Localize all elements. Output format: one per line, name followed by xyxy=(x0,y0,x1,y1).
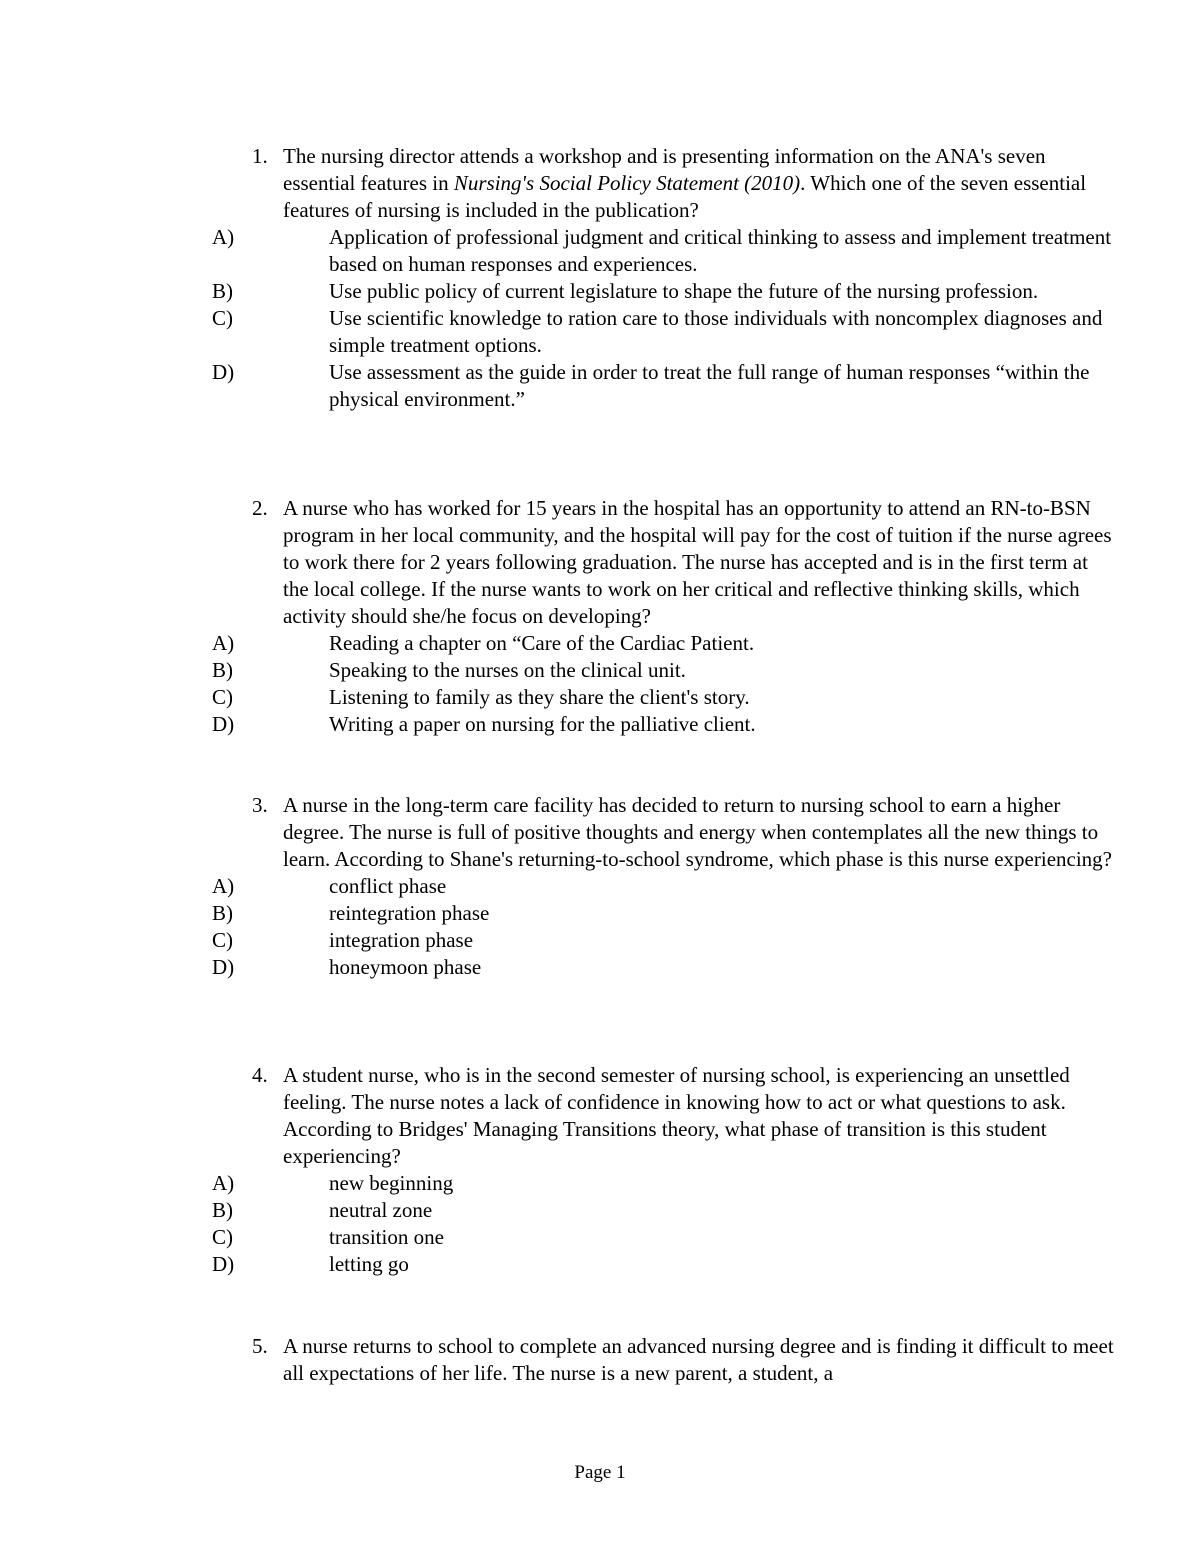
question-number: 5. xyxy=(252,1334,268,1358)
answer-choice-a xyxy=(0,630,1200,657)
answer-choice-a xyxy=(0,1170,1200,1197)
choice-label: D) xyxy=(212,955,235,979)
choice-label: A) xyxy=(212,1171,235,1195)
choice-text: Use scientific knowledge to ration care to those individuals with noncomplex diagnoses and simple treatment options. xyxy=(329,306,1103,357)
choice-label: A) xyxy=(212,225,235,249)
answer-choice-d xyxy=(0,954,1200,981)
choice-label: B) xyxy=(212,279,233,303)
question-stem-row xyxy=(0,1333,1200,1387)
choice-text: reintegration phase xyxy=(329,901,490,925)
question-4 xyxy=(0,1062,1200,1278)
question-stem-row xyxy=(0,1062,1200,1170)
choice-text: neutral zone xyxy=(329,1198,433,1222)
choice-label: D) xyxy=(212,1252,235,1276)
question-number: 3. xyxy=(252,793,268,817)
answer-choice-d xyxy=(0,1251,1200,1278)
question-stem: A nurse who has worked for 15 years in the hospital has an opportunity to attend an RN-to-BSN program in her local community, and the hospital will pay for the cost of tuition if the nurse agrees to work there for 2 years following graduation. The nurse has accepted and is in the first term at the local college. If the nurse wants to work on her critical and reflective thinking skills, which activity should she/he focus on developing? xyxy=(283,496,1112,628)
page-number: Page 1 xyxy=(574,1462,626,1483)
answer-choice-b xyxy=(0,1197,1200,1224)
choice-text: Listening to family as they share the client's story. xyxy=(329,685,750,709)
question-stem: A student nurse, who is in the second semester of nursing school, is experiencing an unsettled feeling. The nurse notes a lack of confidence in knowing how to act or what questions to ask. According to Bridges' Managing Transitions theory, what phase of transition is this student experiencing? xyxy=(283,1063,1070,1168)
choice-text: Use public policy of current legislature to shape the future of the nursing profession. xyxy=(329,279,1039,303)
question-2 xyxy=(0,495,1200,738)
choice-label: B) xyxy=(212,1198,233,1222)
question-number: 1. xyxy=(252,144,268,168)
choice-label: A) xyxy=(212,631,235,655)
choice-text: Speaking to the nurses on the clinical unit. xyxy=(329,658,686,682)
publication-title: Nursing's Social Policy Statement (2010) xyxy=(453,171,801,195)
choice-text: new beginning xyxy=(329,1171,454,1195)
answer-choice-a xyxy=(0,873,1200,900)
choice-label: D) xyxy=(212,360,235,384)
choice-label: C) xyxy=(212,928,233,952)
question-stem-row xyxy=(0,495,1200,630)
question-1 xyxy=(0,143,1200,413)
choice-text: transition one xyxy=(329,1225,444,1249)
question-number: 4. xyxy=(252,1063,268,1087)
answer-choice-a xyxy=(0,224,1200,278)
choice-text: letting go xyxy=(329,1252,409,1276)
choice-label: D) xyxy=(212,712,235,736)
choice-label: A) xyxy=(212,874,235,898)
question-stem-row xyxy=(0,792,1200,873)
choice-text: Reading a chapter on “Care of the Cardiac Patient. xyxy=(329,631,755,655)
answer-choice-d xyxy=(0,359,1200,413)
answer-choice-c xyxy=(0,1224,1200,1251)
choice-text: Use assessment as the guide in order to treat the full range of human responses “within the physical environment.” xyxy=(329,360,1090,411)
choice-label: C) xyxy=(212,685,233,709)
answer-choice-c xyxy=(0,927,1200,954)
question-5 xyxy=(0,1333,1200,1387)
question-stem: A nurse returns to school to complete an advanced nursing degree and is finding it difficult to meet all expectations of her life. The nurse is a new parent, a student, a xyxy=(283,1334,1114,1385)
answer-choice-c xyxy=(0,684,1200,711)
stem-text: . Which one of the seven essential features of nursing is included in the publication? xyxy=(283,171,1087,222)
page-footer xyxy=(0,1459,1200,1486)
choice-label: B) xyxy=(212,901,233,925)
question-3 xyxy=(0,792,1200,981)
choice-text: Application of professional judgment and critical thinking to assess and implement treatment based on human responses and experiences. xyxy=(329,225,1112,276)
choice-text: Writing a paper on nursing for the palliative client. xyxy=(329,712,756,736)
choice-text: honeymoon phase xyxy=(329,955,482,979)
answer-choice-d xyxy=(0,711,1200,738)
choice-label: C) xyxy=(212,1225,233,1249)
choice-text: conflict phase xyxy=(329,874,447,898)
choice-label: B) xyxy=(212,658,233,682)
question-number: 2. xyxy=(252,496,268,520)
question-stem: A nurse in the long-term care facility has decided to return to nursing school to earn a higher degree. The nurse is full of positive thoughts and energy when contemplates all the new things to learn. According to Shane's returning-to-school syndrome, which phase is this nurse experiencing? xyxy=(283,793,1112,871)
answer-choice-b xyxy=(0,278,1200,305)
question-stem-row xyxy=(0,143,1200,224)
answer-choice-b xyxy=(0,657,1200,684)
choice-label: C) xyxy=(212,306,233,330)
answer-choice-b xyxy=(0,900,1200,927)
choice-text: integration phase xyxy=(329,928,474,952)
answer-choice-c xyxy=(0,305,1200,359)
stem-text: The nursing director attends a workshop and is presenting information on the ANA's seven essential features in xyxy=(283,144,1046,195)
question-stem xyxy=(283,143,1115,224)
